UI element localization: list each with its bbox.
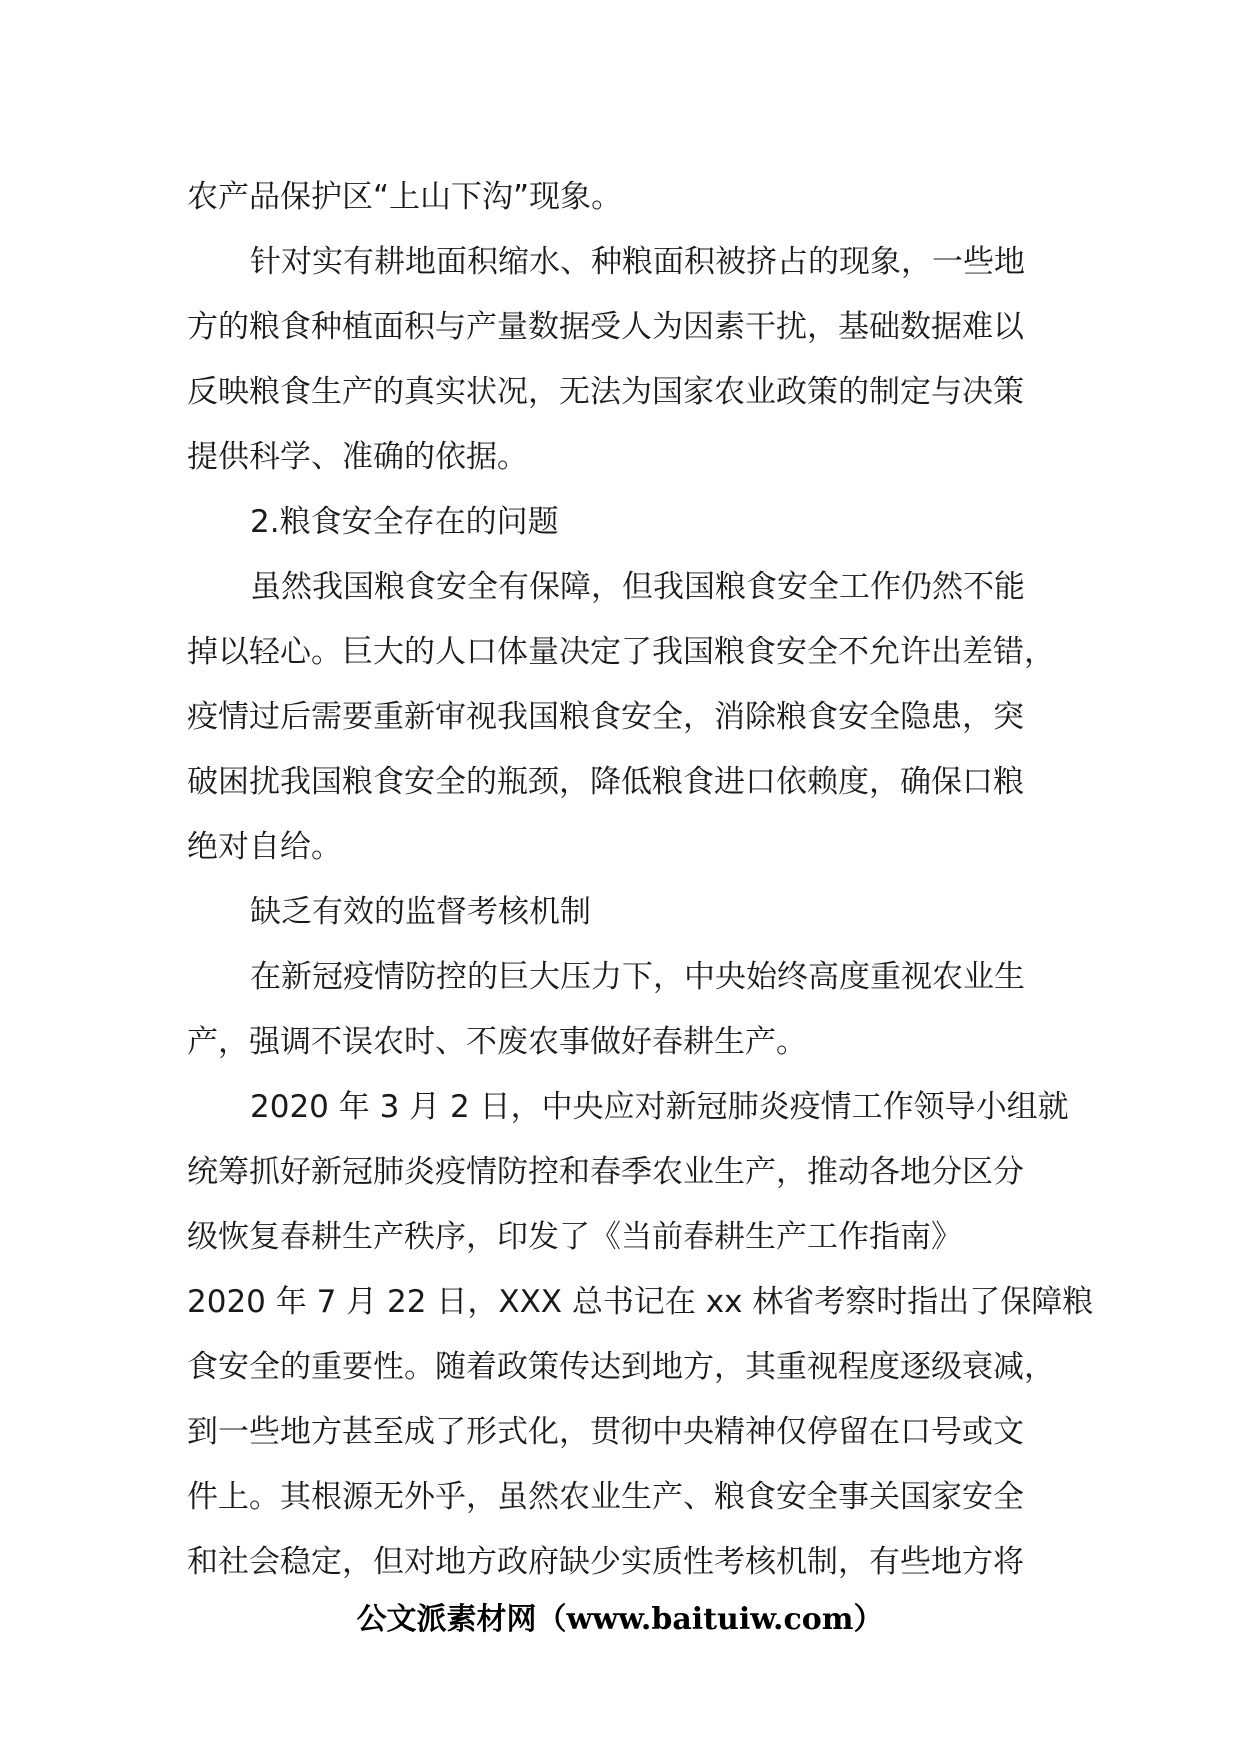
text-line: 缺乏有效的监督考核机制 [250, 894, 591, 930]
text-line: 和社会稳定，但对地方政府缺少实质性考核机制，有些地方将 [187, 1544, 1024, 1580]
text-line: 到一些地方甚至成了形式化，贯彻中央精神仅停留在口号或文 [187, 1414, 1024, 1450]
text-line: 件上。其根源无外乎，虽然农业生产、粮食安全事关国家安全 [187, 1479, 1024, 1515]
text-line: 绝对自给。 [187, 829, 342, 865]
page-footer: 公文派素材网（www.baituiw.com） [356, 1602, 884, 1637]
text-line: 2020 年 7 月 22 日，XXX 总书记在 xx 林省考察时指出了保障粮 [187, 1284, 1094, 1320]
text-line: 2020 年 3 月 2 日，中央应对新冠肺炎疫情工作领导小组就 [250, 1089, 1069, 1125]
text-line: 方的粮食种植面积与产量数据受人为因素干扰，基础数据难以 [187, 309, 1024, 345]
text-line: 针对实有耕地面积缩水、种粮面积被挤占的现象，一些地 [250, 244, 1025, 280]
document-body [187, 165, 1094, 1595]
text-line: 提供科学、准确的依据。 [187, 439, 528, 475]
text-line: 统筹抓好新冠肺炎疫情防控和春季农业生产，推动各地分区分 [187, 1154, 1024, 1190]
text-line: 虽然我国粮食安全有保障，但我国粮食安全工作仍然不能 [250, 569, 1025, 605]
text-line: 农产品保护区“上山下沟”现象。 [187, 179, 623, 215]
text-line: 疫情过后需要重新审视我国粮食安全，消除粮食安全隐患，突 [187, 699, 1024, 735]
text-line: 在新冠疫情防控的巨大压力下，中央始终高度重视农业生 [250, 959, 1025, 995]
text-line: 掉以轻心。巨大的人口体量决定了我国粮食安全不允许出差错， [187, 634, 1055, 670]
text-line: 产，强调不误农时、不废农事做好春耕生产。 [187, 1024, 807, 1060]
text-line: 食安全的重要性。随着政策传达到地方，其重视程度逐级衰减， [187, 1349, 1055, 1385]
text-line: 反映粮食生产的真实状况，无法为国家农业政策的制定与决策 [187, 374, 1024, 410]
text-line: 破困扰我国粮食安全的瓶颈，降低粮食进口依赖度，确保口粮 [187, 764, 1024, 800]
text-line: 2.粮食安全存在的问题 [250, 504, 559, 540]
text-line: 级恢复春耕生产秩序，印发了《当前春耕生产工作指南》 [187, 1219, 962, 1255]
